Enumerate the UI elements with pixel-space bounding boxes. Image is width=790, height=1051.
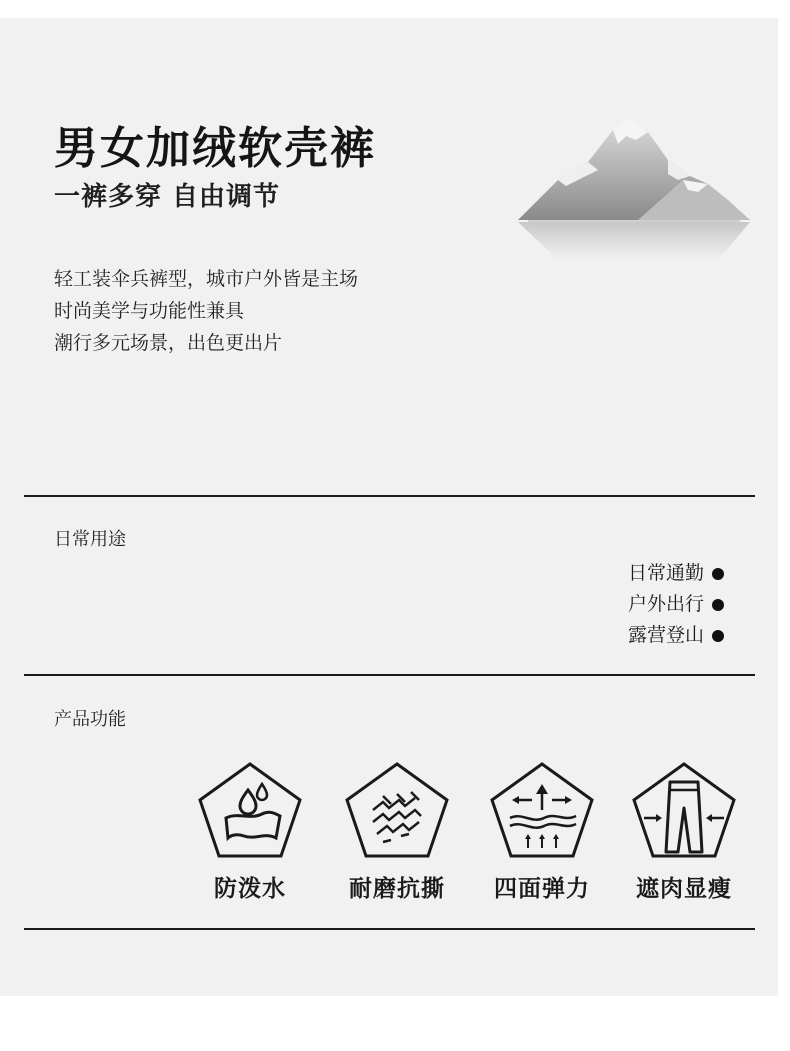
feature-wear-resistant	[342, 760, 452, 903]
feature-slimming-fit	[629, 760, 739, 903]
usage-item-label: 露营登山	[627, 624, 704, 646]
feature-label: 耐磨抗撕	[349, 876, 445, 902]
divider	[24, 928, 755, 930]
feature-water-repellent	[195, 760, 305, 903]
bullet-icon	[712, 599, 724, 611]
usage-list	[628, 558, 724, 651]
product-title: 男女加绒软壳裤	[54, 123, 376, 174]
mountain-illustration	[518, 110, 750, 270]
usage-section-label: 日常用途	[54, 529, 126, 550]
usage-item	[628, 620, 724, 651]
bullet-icon	[712, 630, 724, 642]
description-line: 轻工装伞兵裤型，城市户外皆是主场	[54, 268, 359, 290]
feature-label: 遮肉显瘦	[636, 876, 732, 902]
feature-label: 四面弹力	[494, 876, 590, 902]
slimming-fit-icon	[630, 760, 738, 860]
divider	[24, 674, 755, 676]
usage-item	[628, 558, 724, 589]
usage-item-label: 日常通勤	[627, 562, 704, 584]
divider	[24, 495, 755, 497]
bullet-icon	[712, 568, 724, 580]
usage-item	[628, 589, 724, 620]
features-section-label: 产品功能	[54, 709, 126, 730]
wear-resistant-icon	[343, 760, 451, 860]
product-subtitle: 一裤多穿 自由调节	[54, 182, 281, 212]
feature-label: 防泼水	[214, 876, 286, 902]
product-description	[54, 263, 358, 359]
usage-item-label: 户外出行	[627, 593, 704, 615]
description-line: 时尚美学与功能性兼具	[54, 300, 245, 322]
feature-four-way-stretch	[487, 760, 597, 903]
description-line: 潮行多元场景，出色更出片	[54, 332, 283, 354]
four-way-stretch-icon	[488, 760, 596, 860]
water-repellent-icon	[196, 760, 304, 860]
